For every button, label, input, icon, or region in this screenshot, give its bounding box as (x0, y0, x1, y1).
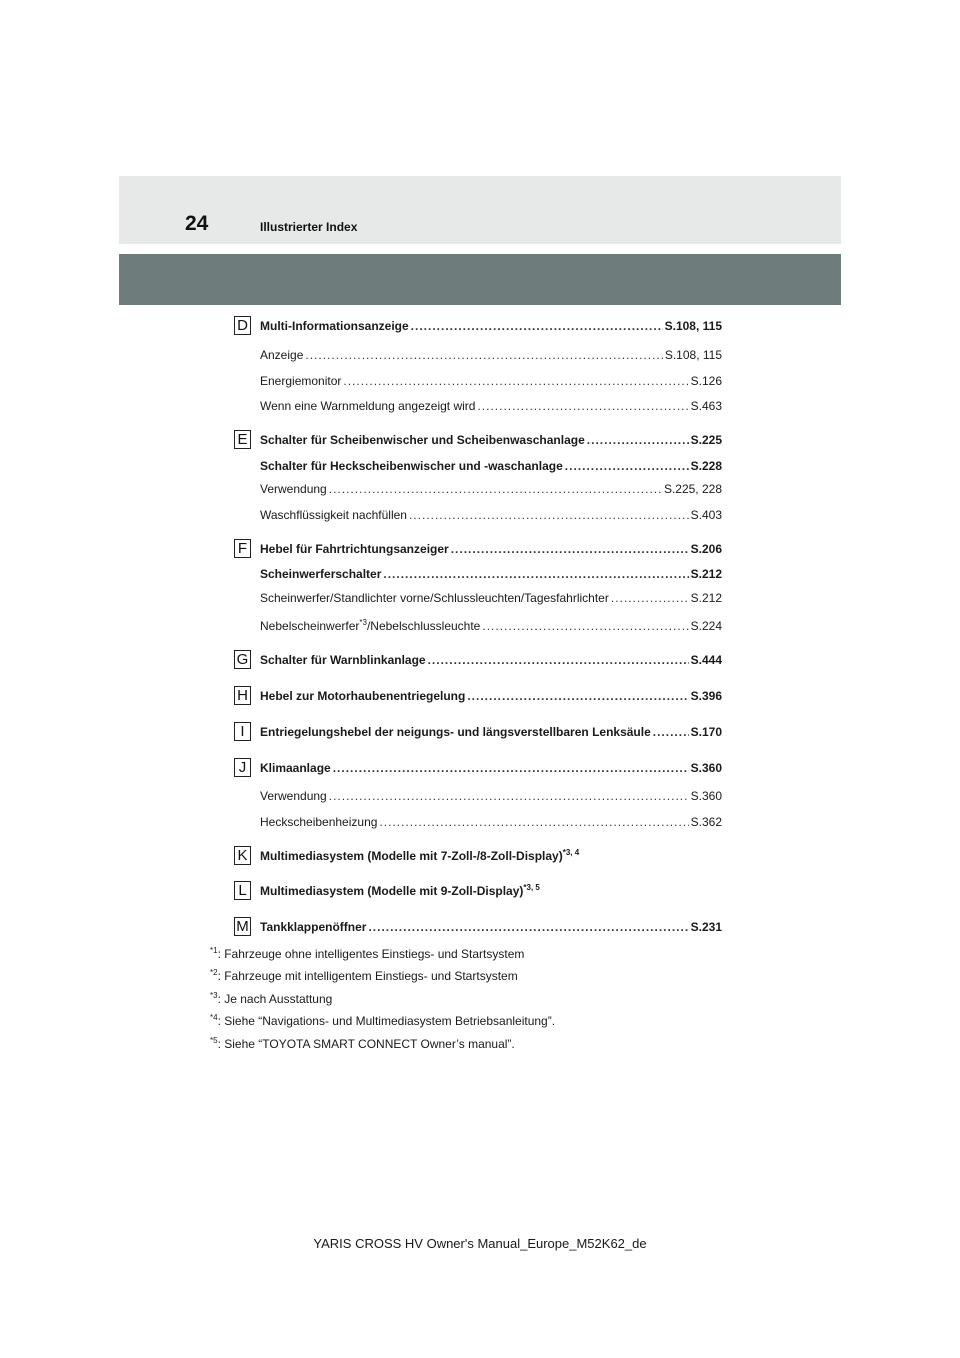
entry-label: Hebel für Fahrtrichtungsanzeiger (260, 542, 449, 556)
entry-label: Schalter für Warnblinkanlage (260, 653, 426, 667)
leader-dots (428, 653, 689, 667)
leader-dots (411, 319, 663, 333)
footnote-text: : Siehe “TOYOTA SMART CONNECT Owner’s manual”. (217, 1037, 515, 1051)
letter-box-m: M (234, 917, 251, 936)
index-entry[interactable] (260, 317, 722, 333)
entry-label: Energiemonitor (260, 374, 342, 388)
letter-box-h: H (234, 686, 251, 705)
letter-box-l: L (234, 881, 251, 900)
entry-label: Schalter für Scheibenwischer und Scheibenwaschanlage (260, 433, 585, 447)
entry-page: S.126 (690, 374, 722, 388)
entry-label: Entriegelungshebel der neigungs- und längsverstellbaren Lenksäule (260, 725, 651, 739)
index-entry[interactable] (260, 457, 722, 473)
leader-dots (451, 542, 689, 556)
letter-box-i: I (234, 722, 251, 741)
index-subentry[interactable] (260, 372, 722, 388)
leader-dots (305, 348, 662, 362)
entry-label-part: /Nebelschlussleuchte (366, 619, 481, 633)
letter-box-j: J (234, 758, 251, 777)
index-subentry[interactable] (260, 397, 722, 413)
leader-dots (611, 591, 689, 605)
index-subentry[interactable] (260, 813, 722, 829)
footnote-mark: *5 (210, 1036, 218, 1045)
footnote-mark: *3 (210, 991, 218, 1000)
index-entry[interactable] (260, 918, 722, 934)
footnote-ref: *3, 4 (562, 848, 580, 857)
entry-page: S.360 (690, 789, 722, 803)
entry-page: S.212 (690, 567, 722, 581)
entry-page: S.225 (690, 433, 722, 447)
index-entry[interactable] (260, 847, 722, 863)
leader-dots (565, 459, 689, 473)
index-entry[interactable] (260, 431, 722, 447)
footnote-text: : Je nach Ausstattung (217, 992, 333, 1006)
letter-box-g: G (234, 650, 251, 669)
entry-label: Heckscheibenheizung (260, 815, 378, 829)
entry-label-part: Multimediasystem (Modelle mit 9-Zoll-Display) (260, 884, 524, 898)
entry-label (260, 619, 480, 633)
entry-page: S.231 (690, 920, 722, 934)
footnote-text: : Fahrzeuge ohne intelligentes Einstiegs- und Startsystem (217, 947, 525, 961)
footnote (210, 1034, 515, 1051)
page-number: 24 (185, 212, 209, 235)
footnote-mark: *1 (210, 946, 218, 955)
entry-page: S.362 (690, 815, 722, 829)
entry-label: Wenn eine Warnmeldung angezeigt wird (260, 399, 476, 413)
entry-page: S.444 (690, 653, 722, 667)
footnote-text: : Fahrzeuge mit intelligentem Einstiegs- und Startsystem (217, 969, 518, 983)
entry-label (260, 884, 540, 898)
entry-label: Hebel zur Motorhaubenentriegelung (260, 689, 466, 703)
entry-page: S.228 (690, 459, 722, 473)
entry-label: Klimaanlage (260, 761, 331, 775)
entry-label: Verwendung (260, 789, 327, 803)
entry-label: Scheinwerferschalter (260, 567, 382, 581)
page-footer: YARIS CROSS HV Owner's Manual_Europe_M52K62_de (313, 1236, 647, 1251)
index-entry[interactable] (260, 540, 722, 556)
index-subentry[interactable] (260, 346, 722, 362)
footnote-ref: *3, 5 (523, 883, 540, 892)
leader-dots (587, 433, 689, 447)
entry-page: S.396 (690, 689, 722, 703)
entry-page: S.212 (690, 591, 722, 605)
footnote-mark: *4 (210, 1013, 218, 1022)
leader-dots (477, 399, 688, 413)
entry-page: S.108, 115 (664, 319, 722, 333)
letter-box-e: E (234, 430, 251, 449)
entry-page: S.108, 115 (664, 348, 722, 362)
entry-label (260, 849, 579, 863)
footnote-mark: *2 (210, 968, 218, 977)
index-subentry[interactable] (260, 589, 722, 605)
section-title: Illustrierter Index (260, 220, 358, 234)
footnote-text: : Siehe “Navigations- und Multimediasystem Betriebsanleitung”. (217, 1014, 556, 1028)
footnote (210, 966, 518, 983)
letter-box-d: D (234, 316, 251, 335)
entry-label: Anzeige (260, 348, 304, 362)
entry-label: Multi-Informationsanzeige (260, 319, 409, 333)
leader-dots (343, 374, 688, 388)
letter-box-f: F (234, 539, 251, 558)
footnote (210, 989, 332, 1006)
index-entry[interactable] (260, 687, 722, 703)
leader-dots (467, 689, 688, 703)
entry-label: Schalter für Heckscheibenwischer und -waschanlage (260, 459, 563, 473)
entry-label-part: Multimediasystem (Modelle mit 7-Zoll-/8-Zoll-Display) (260, 849, 563, 863)
entry-label: Waschflüssigkeit nachfüllen (260, 508, 407, 522)
index-entry[interactable] (260, 882, 722, 898)
index-subentry[interactable] (260, 617, 722, 633)
leader-dots (482, 619, 688, 633)
letter-box-k: K (234, 846, 251, 865)
leader-dots (383, 567, 688, 581)
footnote-ref: *3 (359, 618, 367, 627)
index-entry[interactable] (260, 759, 722, 775)
leader-dots (379, 815, 688, 829)
leader-dots (329, 789, 689, 803)
leader-dots (333, 761, 689, 775)
entry-label: Scheinwerfer/Standlichter vorne/Schlussleuchten/Tagesfahrlichter (260, 591, 609, 605)
entry-page: S.224 (690, 619, 722, 633)
entry-label: Tankklappenöffner (260, 920, 367, 934)
entry-page: S.225, 228 (663, 482, 722, 496)
leader-dots (368, 920, 688, 934)
leader-dots (409, 508, 689, 522)
entry-page: S.360 (690, 761, 722, 775)
index-subentry[interactable] (260, 480, 722, 496)
index-entry[interactable] (260, 565, 722, 581)
index-entry[interactable] (260, 723, 722, 739)
entry-page: S.403 (690, 508, 722, 522)
entry-label-part: Nebelscheinwerfer (260, 619, 360, 633)
entry-page: S.463 (690, 399, 722, 413)
entry-page: S.170 (690, 725, 722, 739)
leader-dots (653, 725, 689, 739)
leader-dots (329, 482, 662, 496)
index-subentry[interactable] (260, 787, 722, 803)
index-subentry[interactable] (260, 506, 722, 522)
entry-page: S.206 (690, 542, 722, 556)
footnote (210, 1011, 555, 1028)
entry-label: Verwendung (260, 482, 327, 496)
index-entry[interactable] (260, 651, 722, 667)
footnote (210, 944, 524, 961)
